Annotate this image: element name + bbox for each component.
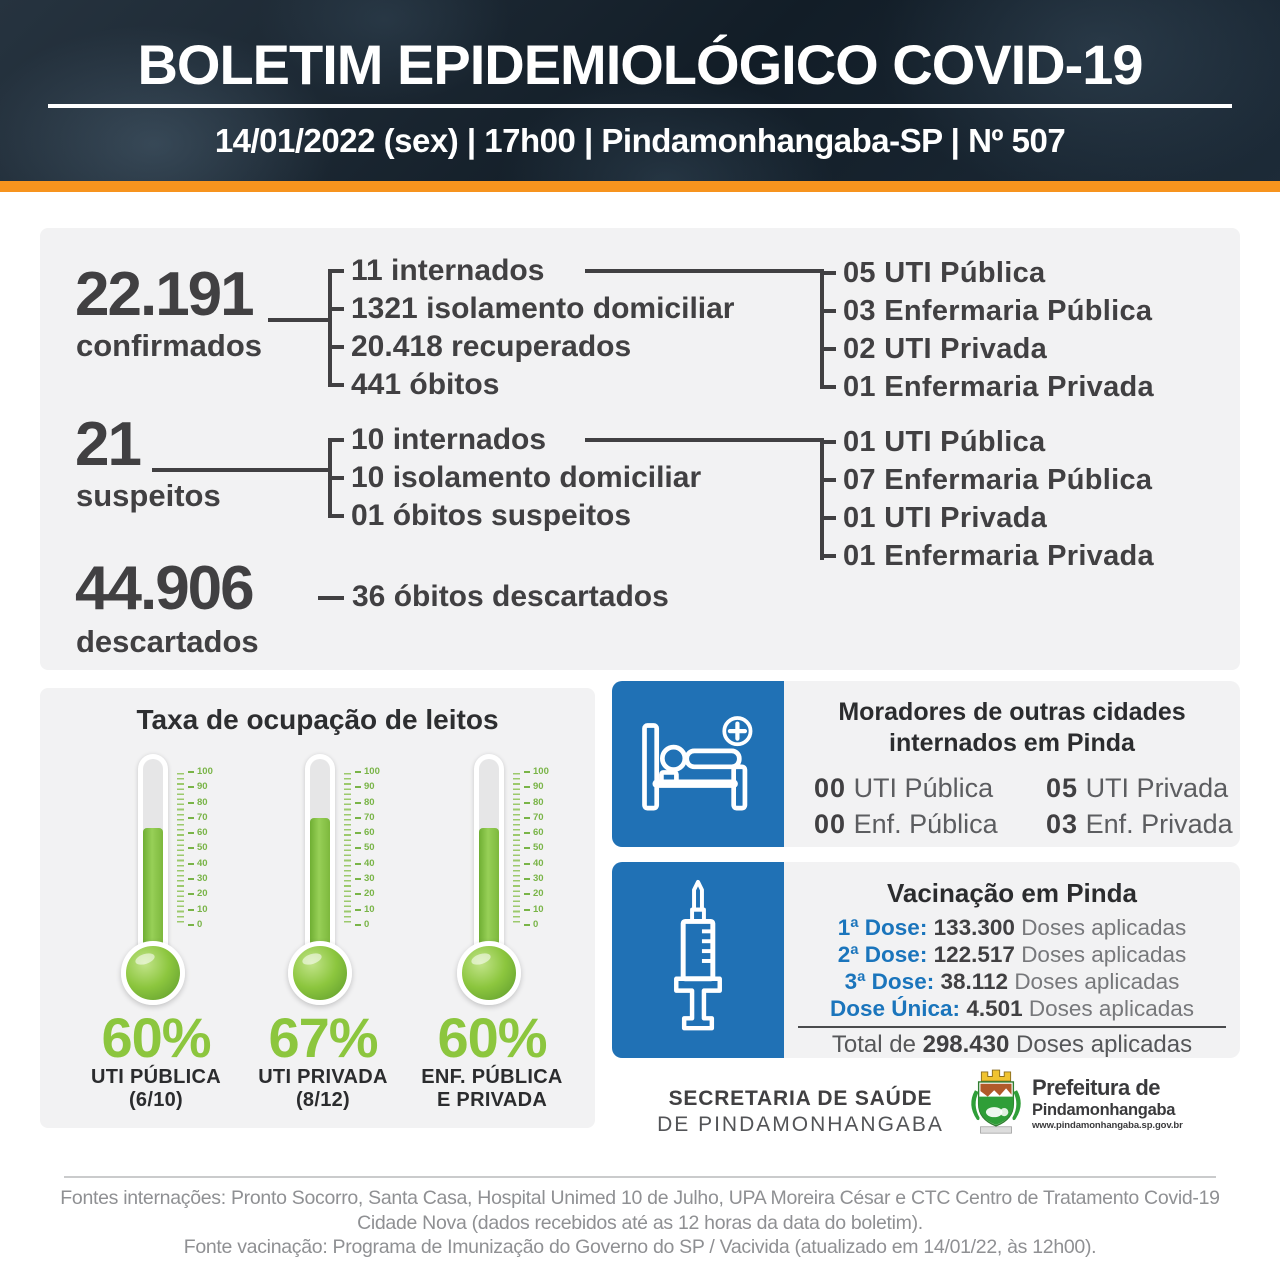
connector-line (318, 596, 344, 600)
scale-tick-label: 10 (524, 905, 554, 915)
logo-line2: Pindamonhangaba (1032, 1101, 1176, 1119)
dose-label: Dose Única: (830, 996, 961, 1021)
scale-tick-label: 0 (355, 920, 385, 930)
scale-tick-label: 60 (524, 828, 554, 838)
dose-value: 38.112 (940, 969, 1009, 994)
scale-tick-label: 60 (355, 828, 385, 838)
scale-labels (355, 767, 385, 930)
syringe-icon (666, 876, 730, 1044)
stat-value: 03 (1046, 809, 1079, 839)
stat-value: 00 (814, 773, 847, 803)
scale-tick-label: 70 (355, 813, 385, 823)
stat-value: 05 (1046, 773, 1079, 803)
thermometer-bulb (288, 941, 352, 1005)
stat-enf-publica (814, 809, 998, 840)
scale-tick-label: 10 (355, 905, 385, 915)
stat-label: UTI Pública (853, 773, 994, 803)
list-item: 01 Enfermaria Privada (820, 368, 1154, 406)
suspected-hospital-list (820, 423, 1154, 575)
header-banner (0, 0, 1280, 192)
cases-summary-panel (40, 228, 1240, 670)
stat-uti-publica (814, 773, 993, 804)
stat-enf-privada (1046, 809, 1233, 840)
outside-residents-body (784, 681, 1240, 847)
discarded-caption: descartados (76, 624, 259, 659)
gauge-label-line2: (6/10) (128, 1089, 184, 1111)
dose-label: 1ª Dose: (837, 915, 928, 940)
dose-suffix: Doses aplicadas (1021, 942, 1187, 967)
dose-line-1 (784, 914, 1240, 941)
gauge-label (397, 1066, 587, 1112)
gauge-label-line1: UTI PÚBLICA (91, 1066, 221, 1088)
occupancy-percent: 67% (268, 1006, 378, 1069)
list-item: 07 Enfermaria Pública (820, 461, 1154, 499)
scale-tick-label: 70 (524, 813, 554, 823)
stat-label: Enf. Privada (1085, 809, 1233, 839)
connector-line (268, 318, 328, 322)
scale-tick-label: 50 (355, 843, 385, 853)
header-subtitle: 14/01/2022 (sex) | 17h00 | Pindamonhangaba-SP | Nº 507 (214, 122, 1066, 159)
gauge-label-line1: ENF. PÚBLICA (421, 1066, 563, 1088)
doses-total (784, 1032, 1240, 1058)
thermometer-gauge-uti-publica (76, 754, 236, 1120)
scale-tick-label: 10 (188, 905, 218, 915)
dose-list (784, 914, 1240, 1022)
logo-line1: Prefeitura de (1032, 1075, 1160, 1100)
dose-line-2 (784, 941, 1240, 968)
hospital-bed-icon-tile (612, 681, 784, 847)
title-line1: Moradores de outras cidades (838, 698, 1186, 726)
city-crest-logo (964, 1064, 1028, 1142)
outside-residents-title (784, 697, 1240, 759)
scale-minor-ticks (177, 773, 184, 925)
list-item: 11 internados (328, 252, 734, 290)
occupancy-percent: 60% (437, 1006, 547, 1069)
org-line2: DE PINDAMONHANGABA (657, 1113, 944, 1136)
hospital-bed-icon (637, 712, 759, 816)
scale-tick-label: 40 (188, 859, 218, 869)
scale-minor-ticks (513, 773, 520, 925)
stat-uti-privada (1046, 773, 1228, 804)
sources-line3: Fonte vacinação: Programa de Imunização do Governo do SP / Vacivida (atualizado em 14/01/22, às 12h00). (183, 1236, 1097, 1258)
vaccination-panel (612, 862, 1240, 1058)
health-secretary-signature (628, 1086, 973, 1138)
list-item: 10 isolamento domiciliar (328, 459, 701, 497)
scale-tick-label: 20 (355, 889, 385, 899)
thermometer-tube (305, 754, 335, 969)
scale-tick-label: 80 (188, 798, 218, 808)
scale-tick-label: 40 (355, 859, 385, 869)
scale-tick-label: 90 (188, 782, 218, 792)
thermometer-gauge-uti-privada (243, 754, 403, 1120)
list-item: 01 UTI Pública (820, 423, 1154, 461)
dose-suffix: Doses aplicadas (1028, 996, 1194, 1021)
thermometer-gauge-enfermaria (412, 754, 572, 1120)
sources-line2: Cidade Nova (dados recebidos até as 12 horas da data do boletim). (357, 1211, 923, 1234)
syringe-icon-tile (612, 862, 784, 1058)
thermometer-bulb (121, 941, 185, 1005)
confirmed-total: 22.191 (75, 260, 253, 329)
suspected-total: 21 (75, 410, 140, 479)
page-title: BOLETIM EPIDEMIOLÓGICO COVID-19 (137, 33, 1143, 96)
thermometer-tube (138, 754, 168, 969)
scale-tick-label: 30 (355, 874, 385, 884)
list-item: 20.418 recuperados (328, 328, 734, 366)
scale-tick-label: 90 (355, 782, 385, 792)
stat-label: UTI Privada (1085, 773, 1229, 803)
scale-tick-label: 80 (355, 798, 385, 808)
scale-tick-label: 30 (188, 874, 218, 884)
list-item: 01 óbitos suspeitos (328, 497, 701, 535)
stat-label: Enf. Pública (853, 809, 998, 839)
scale-tick-label: 70 (188, 813, 218, 823)
list-item: 441 óbitos (328, 366, 734, 404)
gauge-label-line2: E PRIVADA (436, 1089, 548, 1111)
thermometer-bulb (457, 941, 521, 1005)
thermometer-tube (474, 754, 504, 969)
list-item: 1321 isolamento domiciliar (328, 290, 734, 328)
scale-tick-label: 100 (188, 767, 218, 777)
scale-tick-label: 20 (524, 889, 554, 899)
gauge-label-line1: UTI PRIVADA (258, 1066, 388, 1088)
dose-line-unica (784, 995, 1240, 1022)
occupancy-percent: 60% (101, 1006, 211, 1069)
dose-suffix: Doses aplicadas (1021, 915, 1187, 940)
title-divider (48, 104, 1232, 108)
outside-residents-panel (612, 681, 1240, 847)
list-item: 01 Enfermaria Privada (820, 537, 1154, 575)
vaccination-body (784, 862, 1240, 1058)
scale-minor-ticks (344, 773, 351, 925)
footer-divider (64, 1176, 1216, 1178)
suspected-caption: suspeitos (76, 478, 221, 513)
stat-value: 00 (814, 809, 847, 839)
logo-website-url: www.pindamonhangaba.sp.gov.br (1032, 1120, 1183, 1131)
scale-tick-label: 90 (524, 782, 554, 792)
connector-line (585, 438, 820, 442)
data-sources-note (0, 1186, 1280, 1260)
total-value: 298.430 (922, 1031, 1010, 1058)
scale-tick-label: 80 (524, 798, 554, 808)
sources-line1: Fontes internações: Pronto Socorro, Santa Casa, Hospital Unimed 10 de Julho, UPA Moreira César e CTC Centro de Tratamento Covid-19 (60, 1187, 1220, 1209)
discarded-deaths-note: 36 óbitos descartados (352, 580, 669, 613)
scale-tick-label: 50 (524, 843, 554, 853)
scale-tick-label: 0 (188, 920, 218, 930)
gauge-label (61, 1066, 251, 1112)
discarded-total: 44.906 (75, 554, 253, 623)
bed-occupancy-panel (40, 688, 595, 1128)
dose-value: 133.300 (933, 915, 1015, 940)
vaccination-title: Vacinação em Pinda (886, 878, 1137, 908)
scale-labels (188, 767, 218, 930)
dose-value: 4.501 (966, 996, 1023, 1021)
scale-labels (524, 767, 554, 930)
dose-suffix: Doses aplicadas (1014, 969, 1180, 994)
total-divider (798, 1026, 1226, 1028)
list-item: 10 internados (328, 421, 701, 459)
dose-line-3 (784, 968, 1240, 995)
title-line2: internados em Pinda (889, 729, 1135, 757)
scale-tick-label: 60 (188, 828, 218, 838)
gauge-label-line2: (8/12) (295, 1089, 351, 1111)
confirmed-breakdown-list (328, 252, 734, 404)
list-item: 01 UTI Privada (820, 499, 1154, 537)
scale-tick-label: 100 (355, 767, 385, 777)
list-item: 05 UTI Pública (820, 254, 1154, 292)
scale-tick-label: 30 (524, 874, 554, 884)
total-suffix: Doses aplicadas (1016, 1031, 1193, 1058)
occupancy-title: Taxa de ocupação de leitos (136, 704, 499, 735)
gauge-label (228, 1066, 418, 1112)
dose-label: 2ª Dose: (837, 942, 928, 967)
scale-tick-label: 100 (524, 767, 554, 777)
connector-line (585, 269, 822, 273)
orange-accent-bar (0, 181, 1280, 192)
list-item: 02 UTI Privada (820, 330, 1154, 368)
org-line1: SECRETARIA DE SAÚDE (668, 1087, 933, 1110)
total-prefix: Total de (831, 1031, 916, 1058)
dose-value: 122.517 (933, 942, 1015, 967)
city-hall-logo (1032, 1076, 1183, 1132)
confirmed-hospital-list (820, 254, 1154, 406)
dose-label: 3ª Dose: (844, 969, 935, 994)
scale-tick-label: 0 (524, 920, 554, 930)
scale-tick-label: 50 (188, 843, 218, 853)
connector-line (152, 468, 328, 472)
scale-tick-label: 40 (524, 859, 554, 869)
list-item: 03 Enfermaria Pública (820, 292, 1154, 330)
confirmed-caption: confirmados (76, 328, 263, 363)
scale-tick-label: 20 (188, 889, 218, 899)
